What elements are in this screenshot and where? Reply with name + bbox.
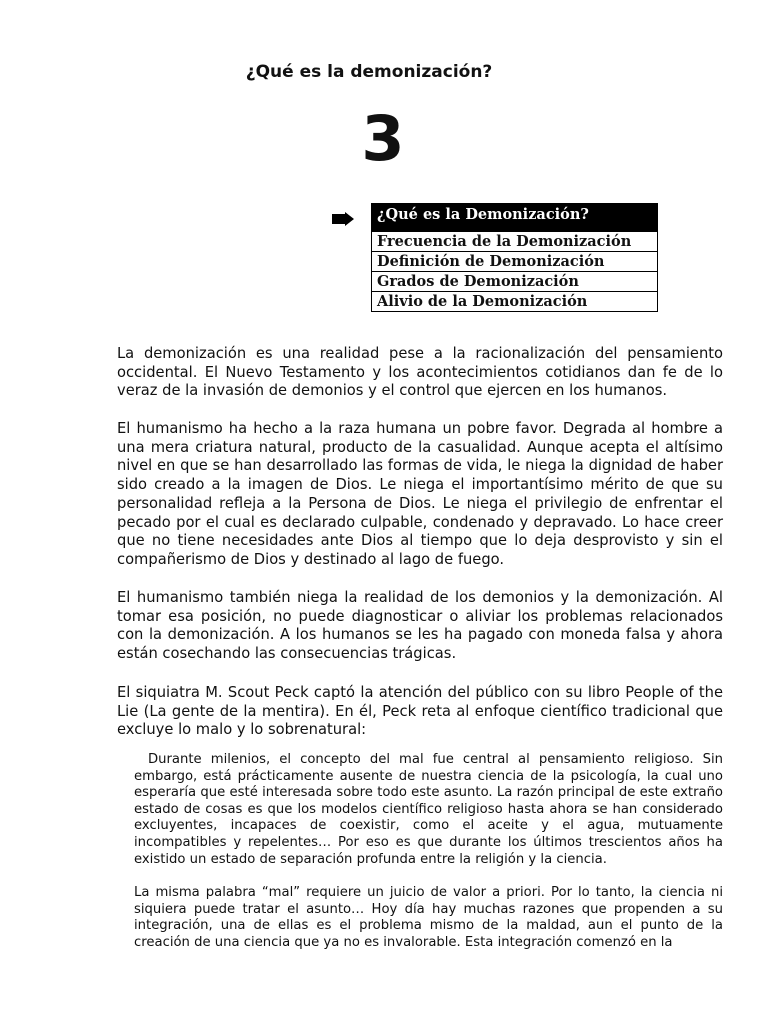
quote-paragraph: La misma palabra “mal” requiere un juicio de valor a priori. Por lo tanto, la ciencia ni siquiera puede tratar el asunto… Hoy día hay muchas razones que propenden a su integración, una de ellas es el problema mismo de la maldad, aun el punto de la creación de una ciencia que ya no es invalorable. Esta integración comenzó en la: [134, 885, 723, 950]
body-paragraph: El humanismo ha hecho a la raza humana un pobre favor. Degrada al hombre a una mera criatura natural, producto de la casualidad. Aunque acepta el altísimo nivel en que se han desarrollado las formas de vida, le niega la dignidad de haber sido creado a la imagen de Dios. Le niega el importantísimo mérito de que su personalidad refleja a la Persona de Dios. Le niega el privilegio de enfrentar el pecado por el cual es declarado culpable, condenado y depravado. Lo hace creer que no tiene necesidades ante Dios al tiempo que lo deja desprovisto y sin el compañerismo de Dios y destinado al lago de fuego.: [117, 420, 723, 568]
toc-item[interactable]: Frecuencia de la Demonización: [372, 231, 657, 251]
toc-item-active[interactable]: ¿Qué es la Demonización?: [372, 204, 657, 231]
body-paragraph: El siquiatra M. Scout Peck captó la atención del público con su libro People of the Lie (La gente de la mentira). En él, Peck reta al enfoque científico tradicional que excluye lo malo y lo sobrenatural:: [117, 684, 723, 739]
toc-item[interactable]: Alivio de la Demonización: [372, 291, 657, 311]
body-paragraph: La demonización es una realidad pese a la racionalización del pensamiento occidental. El Nuevo Testamento y los acontecimientos cotidianos dan fe de lo veraz de la invasión de demonios y el control que ejercen en los humanos.: [117, 345, 723, 400]
quote-paragraph: Durante milenios, el concepto del mal fue central al pensamiento religioso. Sin embargo, está prácticamente ausente de nuestra ciencia de la psicología, la cual uno esperaría que esté interesada sobre todo este asunto. La razón principal de este extraño estado de cosas es que los modelos científico religioso hasta ahora se han considerado excluyentes, incapaces de coexistir, como el aceite y el agua, mutuamente incompatibles y repelentes… Por eso es que durante los últimos trescientos años ha existido un estado de separación profunda entre la religión y la ciencia.: [134, 752, 723, 867]
body-paragraph: El humanismo también niega la realidad de los demonios y la demonización. Al tomar esa posición, no puede diagnosticar o aliviar los problemas relacionados con la demonización. A los humanos se les ha pagado con moneda falsa y ahora están cosechando las consecuencias trágicas.: [117, 589, 723, 663]
chapter-number: 3: [361, 102, 405, 175]
page-title: ¿Qué es la demonización?: [245, 62, 493, 82]
toc-item[interactable]: Grados de Demonización: [372, 271, 657, 291]
toc-item[interactable]: Definición de Demonización: [372, 251, 657, 271]
pointing-arrow-icon: [332, 212, 354, 226]
chapter-toc: [371, 203, 658, 312]
